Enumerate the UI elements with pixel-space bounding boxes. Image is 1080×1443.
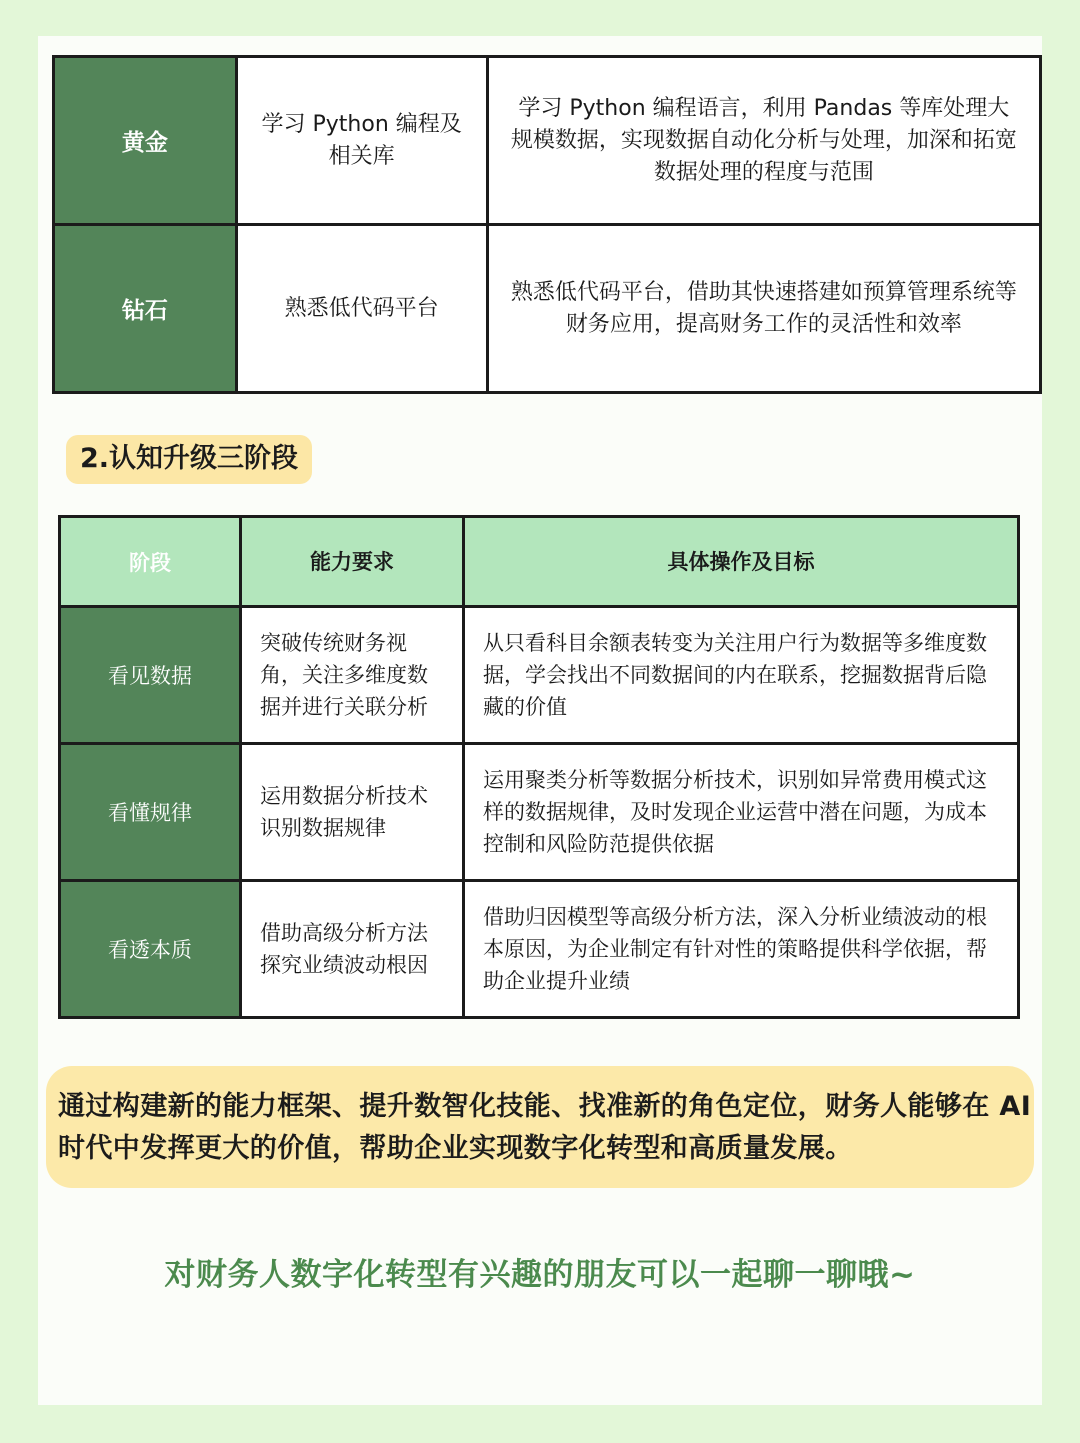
level-cell: 黄金 (54, 57, 237, 225)
table-row (60, 607, 1019, 744)
summary-callout: 通过构建新的能力框架、提升数智化技能、找准新的角色定位，财务人能够在 AI 时代中发挥更大的价值，帮助企业实现数字化转型和高质量发展。 (46, 1066, 1034, 1188)
ability-cell: 借助高级分析方法探究业绩波动根因 (241, 881, 464, 1018)
table-row (54, 225, 1041, 393)
desc-cell: 学习 Python 编程语言，利用 Pandas 等库处理大规模数据，实现数据自动化分析与处理，加深和拓宽数据处理的程度与范围 (487, 57, 1040, 225)
header-cell-ability: 能力要求 (241, 517, 464, 607)
operation-cell: 从只看科目余额表转变为关注用户行为数据等多维度数据，学会找出不同数据间的内在联系，挖掘数据背后隐藏的价值 (464, 607, 1019, 744)
level-table (52, 55, 1042, 394)
stage-table (58, 515, 1020, 1019)
stage-cell: 看见数据 (60, 607, 241, 744)
table-header-row (60, 517, 1019, 607)
footer-invitation: 对财务人数字化转型有兴趣的朋友可以一起聊一聊哦~ (164, 1257, 916, 1293)
page (38, 36, 1042, 1405)
level-cell: 钻石 (54, 225, 237, 393)
operation-cell: 运用聚类分析等数据分析技术，识别如异常费用模式这样的数据规律，及时发现企业运营中潜在问题，为成本控制和风险防范提供依据 (464, 744, 1019, 881)
header-cell-operation: 具体操作及目标 (464, 517, 1019, 607)
stage-cell: 看懂规律 (60, 744, 241, 881)
operation-cell: 借助归因模型等高级分析方法，深入分析业绩波动的根本原因，为企业制定有针对性的策略提供科学依据，帮助企业提升业绩 (464, 881, 1019, 1018)
header-cell-stage: 阶段 (60, 517, 241, 607)
stage-cell: 看透本质 (60, 881, 241, 1018)
table-row (60, 881, 1019, 1018)
table-row (54, 57, 1041, 225)
ability-cell: 运用数据分析技术识别数据规律 (241, 744, 464, 881)
section-title: 2.认知升级三阶段 (66, 435, 312, 484)
ability-cell: 突破传统财务视角，关注多维度数据并进行关联分析 (241, 607, 464, 744)
skill-cell: 学习 Python 编程及相关库 (236, 57, 487, 225)
table-row (60, 744, 1019, 881)
skill-cell: 熟悉低代码平台 (236, 225, 487, 393)
desc-cell: 熟悉低代码平台，借助其快速搭建如预算管理系统等财务应用，提高财务工作的灵活性和效率 (487, 225, 1040, 393)
